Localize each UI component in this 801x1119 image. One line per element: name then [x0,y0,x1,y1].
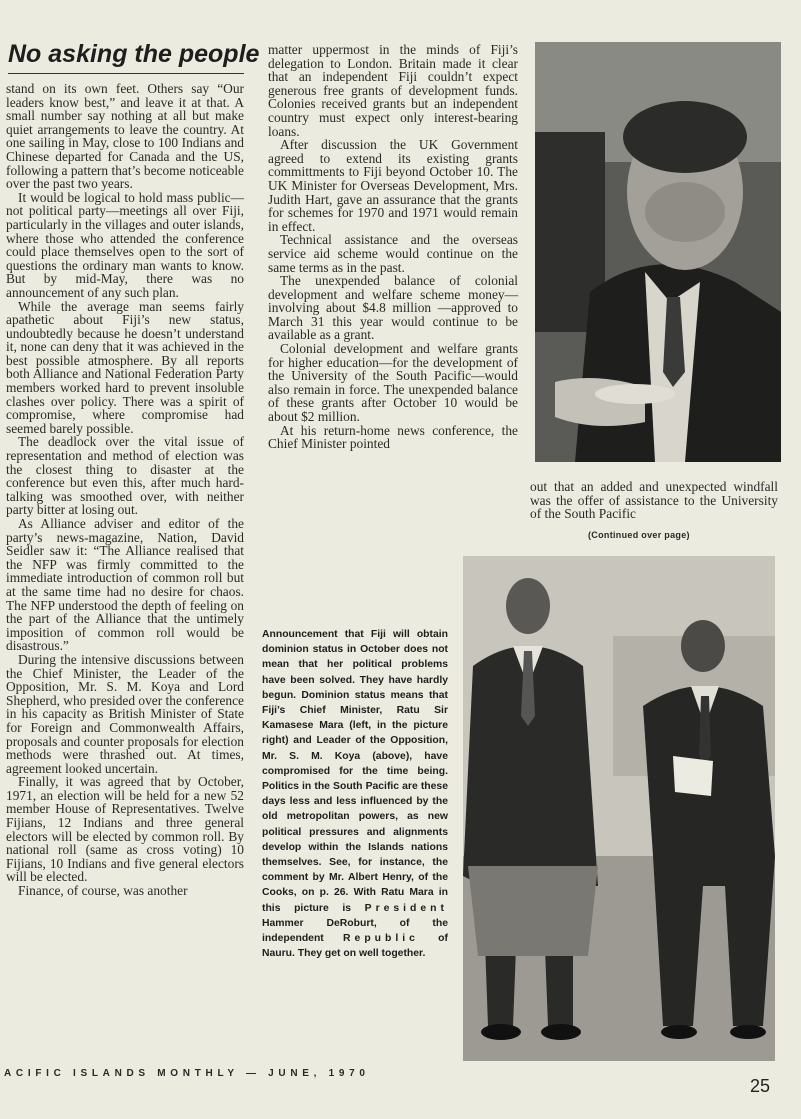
paragraph: The deadlock over the vital issue of representation and method of election was the closest thing to disaster at the conference but even this, after much hard-talking was smoothed over, with neither party bitter at losing out. [6,434,244,518]
paragraph: During the intensive discussions between the Chief Minister, the Leader of the Opposition, Mr. S. M. Koya and Lord Shepherd, who presided over the conference in his capacity as British Minister of State for Foreign and Commonwealth Affairs, proposals and counter proposals for election methods were thrashed out. At times, agreement looked uncertain. [6,651,244,776]
paragraph: Finally, it was agreed that by October, 1971, an election will be held for a new 52 member House of Representatives. Twelve Fijians, 12 Indians and three general electors will be elected by common roll. By national roll (same as cross voting) 10 Fijians, 10 Indians and five general electors will be elected. [6,774,244,885]
caption-text: Hammer DeRoburt, of the independent [262,917,448,945]
paragraph: stand on its own feet. Others say “Our leaders know best,” and leave it at that. A small number say nothing at all but make quiet arrangements to leave the country. At one sailing in May, close to 100 Indians and Chinese departed for Canada and the US, following a pattern that’s become noticeable over the past two years. [6,81,244,192]
paragraph: It would be logical to hold mass public—not political party—meetings all over Fiji, particularly in the villages and outer islands, where those who attended the conference could place themselves open to the sort of questions the ordinary man wants to know. But by mid-May, there was no announcement of any such plan. [6,189,244,300]
continued-notice: (Continued over page) [588,530,690,540]
caption-spaced-text: Republic [343,933,419,945]
article-column-2 [268,43,518,451]
photo-caption [262,627,448,961]
article-title: No asking the people [8,40,260,68]
caption-spaced-text: President [364,902,448,914]
title-rule [8,73,244,74]
photo-portrait-koya [535,42,781,462]
photo-portrait-koya-icon [535,42,781,462]
paragraph: At his return-home news conference, the Chief Minister pointed [268,422,518,452]
paragraph: Finance, of course, was another [18,883,188,899]
paragraph: The unexpended balance of colonial development and welfare scheme money—involving about $4.8 million —approved to March 31 this year would continue to be available as a grant. [268,273,518,343]
paragraph: Colonial development and welfare grants for higher education—for the development of the University of the South Pacific—would also remain in force. The unexpended balance of these grants after October 10 would be about $2 million. [268,341,518,425]
article-column-1 [6,82,244,898]
paragraph: After discussion the UK Government agreed to extend its existing grants committments to Fiji beyond October 10. The UK Minister for Overseas Development, Mrs. Judith Hart, gave an assurance that the grants for schemes for 1970 and 1971 would remain in effect. [268,137,518,234]
paragraph: Technical assistance and the overseas service aid scheme would continue on the same terms as in the past. [268,232,518,275]
paragraph: out that an added and unexpected windfall was the offer of assistance to the University of the South Pacific [530,479,778,522]
article-column-3 [530,480,778,521]
running-footer: ACIFIC ISLANDS MONTHLY — JUNE, 1970 [4,1068,370,1079]
caption-text: of Nauru. They get on well together. [262,933,448,960]
paragraph: matter uppermost in the minds of Fiji’s delegation to London. Britain made it clear that an independent Fiji couldn’t expect generous free grants of development funds. Colonies received grants but an independent country must expect only interest-bearing loans. [268,42,518,139]
photo-mara-deroburt [463,556,775,1061]
page-number: 25 [750,1076,771,1096]
paragraph: While the average man seems fairly apathetic about Fiji’s new status, undoubtedly because he doesn’t understand it, none can deny that it was achieved in the best possible atmosphere. By all reports both Alliance and National Federation Party members worked hard to prevent insoluble clashes over policy. There was a spirit of compromise, where compromise had seemed barely possible. [6,298,244,436]
paragraph: As Alliance adviser and editor of the party’s news-magazine, Nation, David Seidler saw it: “The Alliance realised that the NFP was firmly committed to the immediate introduction of common roll but at the same time had no desire for chaos. The NFP understood the depth of feeling on the part of the Alliance that the untimely imposition of common roll would be disastrous.” [6,516,244,654]
caption-text: Announcement that Fiji will obtain dominion status in October does not mean that her political problems have been solved. They have hardly begun. Dominion status means that Fiji’s Chief Minister, Ratu Sir Kamasese Mara (left, in the picture right) and Leader of the Opposition, Mr. S. M. Koya (above), have compromised for the time being. Politics in the South Pacific are these days less and less influenced by the old metropolitan powers, as new political pressures and alignments develop within the Islands nations themselves. See, for instance, the comment by Mr. Albert Henry, of the Cooks, on p. 26. With Ratu Mara in this picture is [262,629,448,914]
photo-mara-deroburt-icon [463,556,775,1061]
